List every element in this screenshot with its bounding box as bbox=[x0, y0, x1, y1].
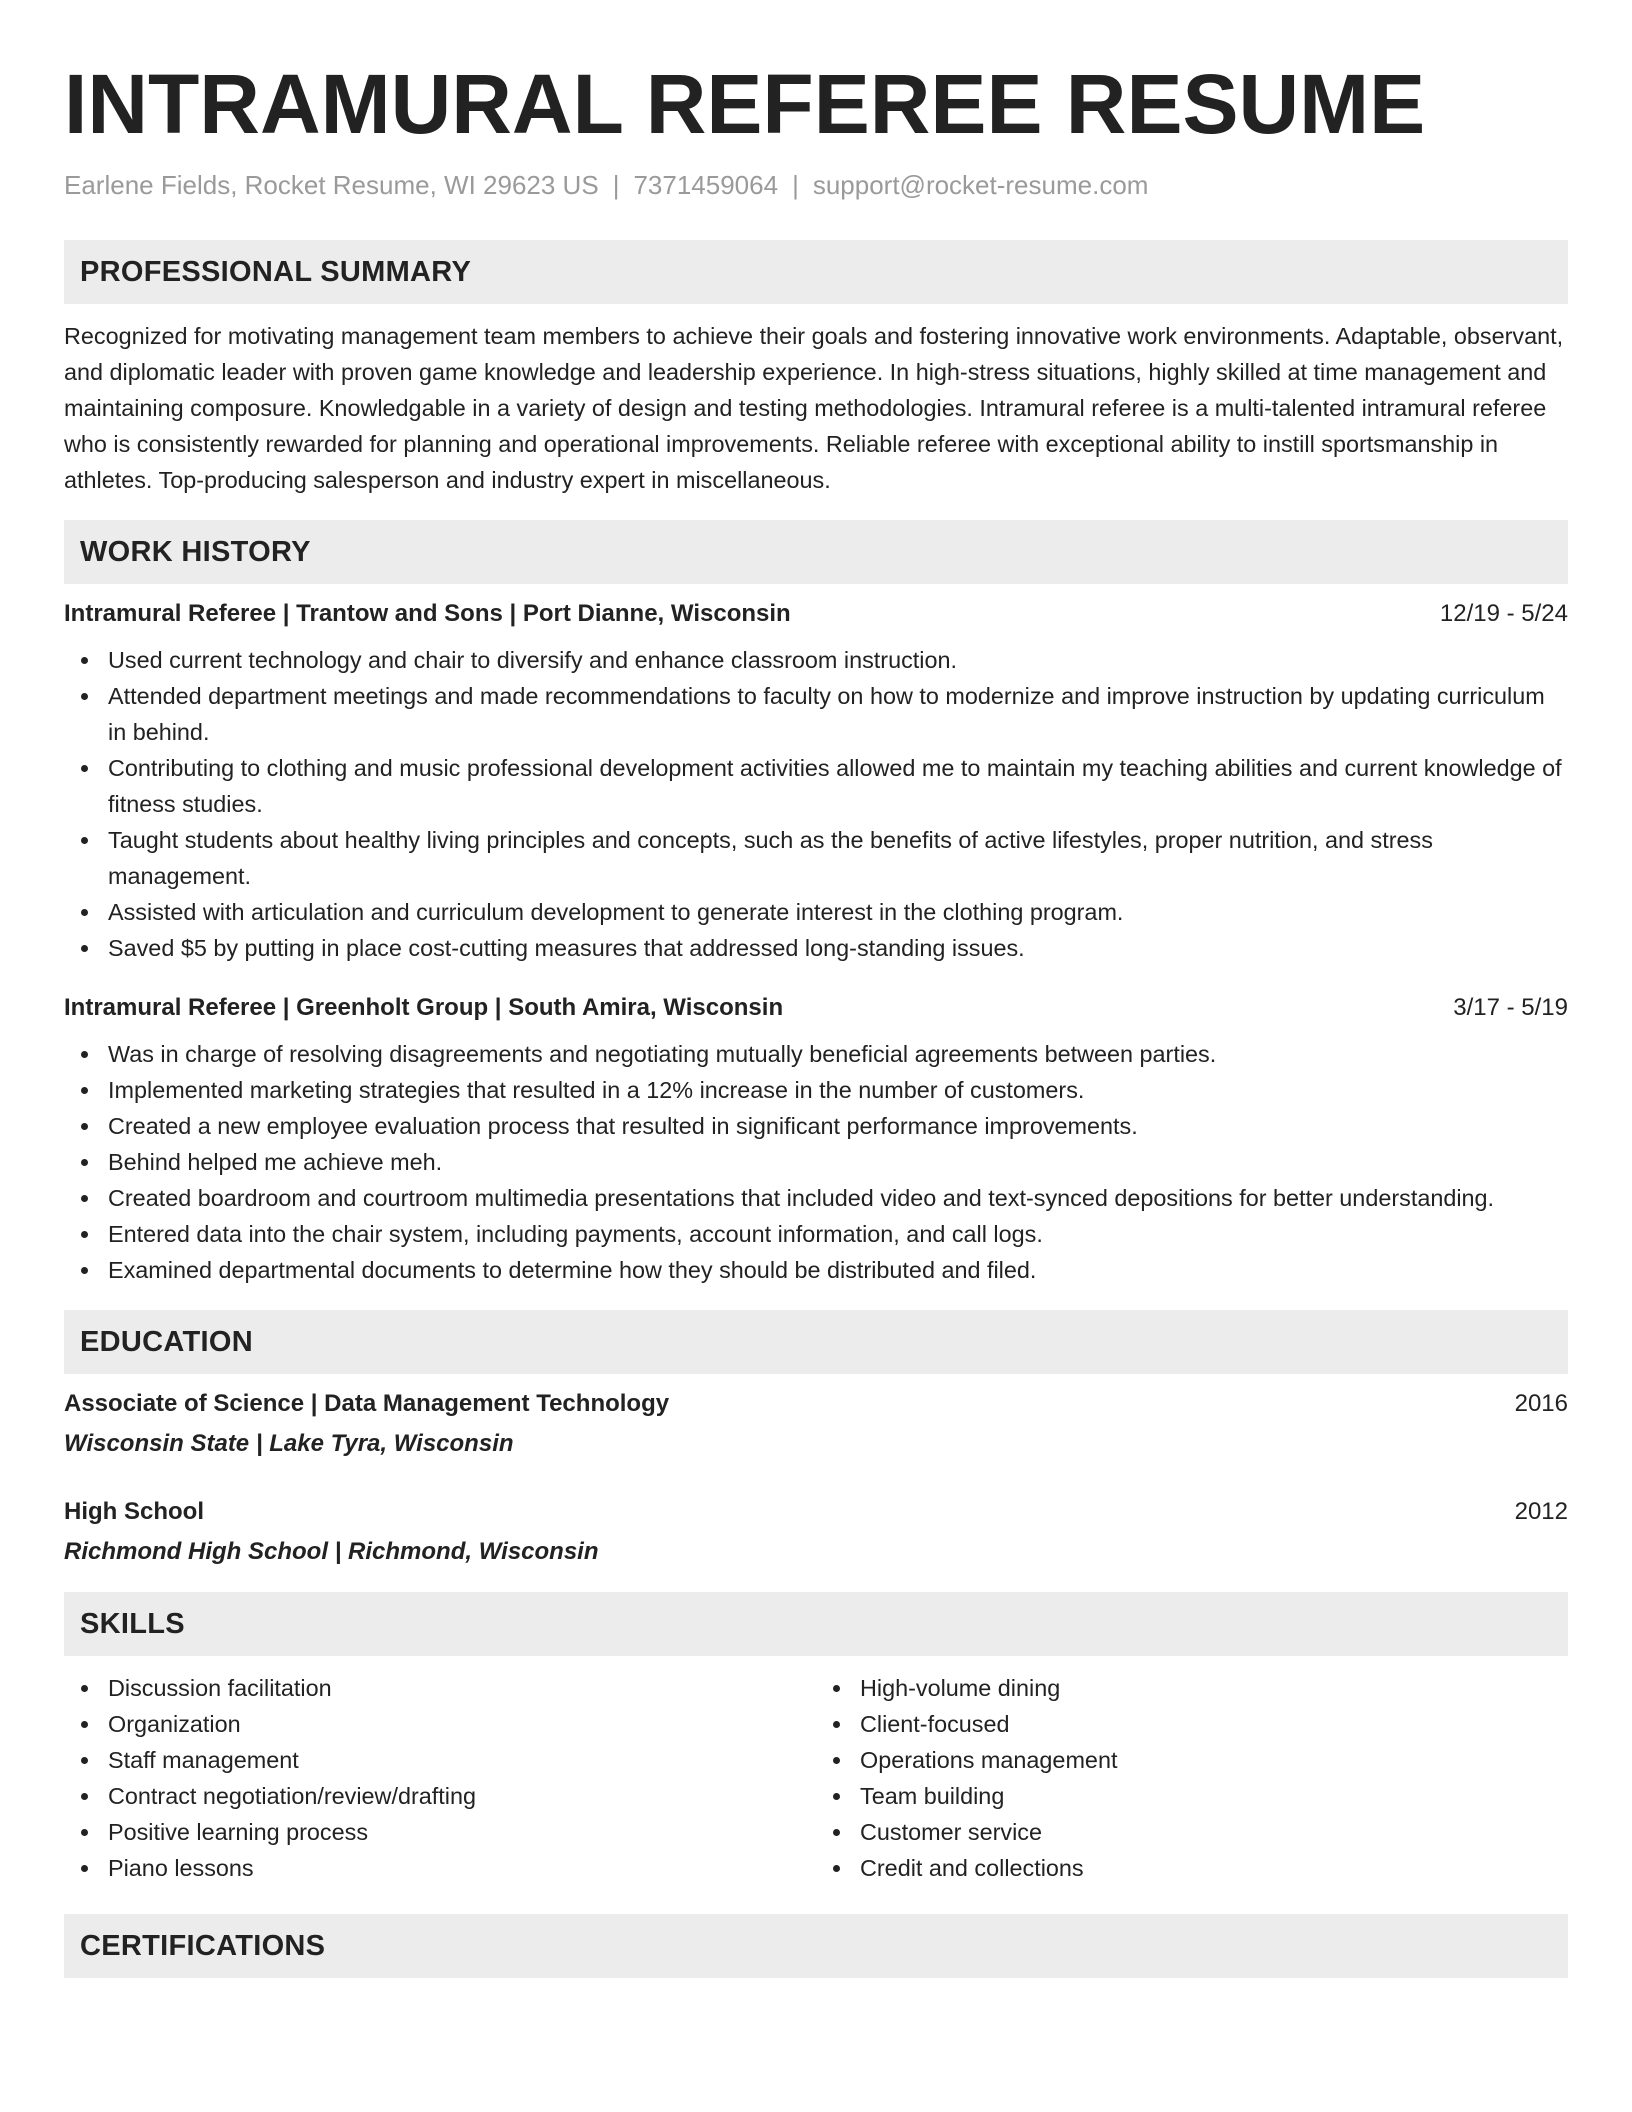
job-title: Intramural Referee | Greenholt Group | South Amira, Wisconsin bbox=[64, 994, 784, 1021]
job-bullets bbox=[64, 642, 1568, 966]
job-bullets bbox=[64, 1036, 1568, 1288]
contact-separator: | bbox=[612, 170, 620, 200]
list-item: Customer service bbox=[860, 1814, 1568, 1850]
list-item: Discussion facilitation bbox=[108, 1670, 816, 1706]
list-item: Behind helped me achieve meh. bbox=[108, 1144, 1568, 1180]
list-item: Created a new employee evaluation process that resulted in significant performance improvements. bbox=[108, 1108, 1568, 1144]
list-item: Assisted with articulation and curriculum development to generate interest in the clothing program. bbox=[108, 894, 1568, 930]
education-entry bbox=[64, 1494, 1568, 1570]
list-item: Staff management bbox=[108, 1742, 816, 1778]
list-item: Used current technology and chair to diversify and enhance classroom instruction. bbox=[108, 642, 1568, 678]
education-header bbox=[64, 1386, 1568, 1422]
resume-title: INTRAMURAL REFEREE RESUME bbox=[64, 57, 1426, 151]
education-date: 2012 bbox=[1514, 1498, 1568, 1525]
list-item: Contributing to clothing and music professional development activities allowed me to maintain my teaching abilities and current knowledge of fitness studies. bbox=[108, 750, 1568, 822]
education-degree: Associate of Science | Data Management Technology bbox=[64, 1390, 670, 1417]
list-item: Piano lessons bbox=[108, 1850, 816, 1886]
contact-separator: | bbox=[792, 170, 799, 200]
skills-list bbox=[816, 1670, 1568, 1886]
job-entry bbox=[64, 990, 1568, 1288]
list-item: Credit and collections bbox=[860, 1850, 1568, 1886]
list-item: Implemented marketing strategies that resulted in a 12% increase in the number of customers. bbox=[108, 1072, 1568, 1108]
education-header bbox=[64, 1494, 1568, 1530]
section-header-summary: PROFESSIONAL SUMMARY bbox=[64, 240, 1568, 304]
education-school: Richmond High School | Richmond, Wisconsin bbox=[64, 1538, 599, 1565]
skills-column-left bbox=[64, 1670, 816, 1886]
contact-phone: 7371459064 bbox=[633, 170, 779, 200]
section-header-skills: SKILLS bbox=[64, 1592, 1568, 1656]
skills-column-right bbox=[816, 1670, 1568, 1886]
job-date: 3/17 - 5/19 bbox=[1453, 994, 1568, 1021]
education-school: Wisconsin State | Lake Tyra, Wisconsin bbox=[64, 1430, 514, 1457]
list-item: Attended department meetings and made recommendations to faculty on how to modernize and improve instruction by updating curriculum in behind. bbox=[108, 678, 1568, 750]
list-item: Positive learning process bbox=[108, 1814, 816, 1850]
contact-line bbox=[64, 168, 1568, 202]
summary-text: Recognized for motivating management team members to achieve their goals and fostering innovative work environments. Adaptable, observant, and diplomatic leader with proven game knowledge and leadership experience. In high-stress situations, highly skilled at time management and maintaining composure. Knowledgable in a variety of design and testing methodologies. Intramural referee is a multi-talented intramural referee who is consistently rewarded for planning and operational improvements. Reliable referee with exceptional ability to instill sportsmanship in athletes. Top-producing salesperson and industry expert in miscellaneous. bbox=[64, 323, 1564, 493]
list-item: Team building bbox=[860, 1778, 1568, 1814]
education-degree: High School bbox=[64, 1498, 204, 1525]
list-item: Client-focused bbox=[860, 1706, 1568, 1742]
list-item: Contract negotiation/review/drafting bbox=[108, 1778, 816, 1814]
list-item: Taught students about healthy living principles and concepts, such as the benefits of active lifestyles, proper nutrition, and stress management. bbox=[108, 822, 1568, 894]
contact-address: Earlene Fields, Rocket Resume, WI 29623 US bbox=[64, 170, 599, 200]
contact-email: support@rocket-resume.com bbox=[812, 170, 1149, 200]
section-header-education: EDUCATION bbox=[64, 1310, 1568, 1374]
skills-grid bbox=[64, 1670, 1568, 1886]
list-item: Examined departmental documents to determine how they should be distributed and filed. bbox=[108, 1252, 1568, 1288]
list-item: Organization bbox=[108, 1706, 816, 1742]
section-header-certifications: CERTIFICATIONS bbox=[64, 1914, 1568, 1978]
list-item: Was in charge of resolving disagreements and negotiating mutually beneficial agreements between parties. bbox=[108, 1036, 1568, 1072]
job-entry bbox=[64, 596, 1568, 966]
job-header bbox=[64, 596, 1568, 632]
section-header-work-history: WORK HISTORY bbox=[64, 520, 1568, 584]
education-date: 2016 bbox=[1514, 1390, 1568, 1417]
education-entry bbox=[64, 1386, 1568, 1462]
job-title: Intramural Referee | Trantow and Sons | Port Dianne, Wisconsin bbox=[64, 600, 791, 627]
skills-list bbox=[64, 1670, 816, 1886]
list-item: Created boardroom and courtroom multimedia presentations that included video and text-synced depositions for better understanding. bbox=[108, 1180, 1568, 1216]
list-item: Operations management bbox=[860, 1742, 1568, 1778]
job-date: 12/19 - 5/24 bbox=[1439, 600, 1568, 627]
list-item: Entered data into the chair system, including payments, account information, and call logs. bbox=[108, 1216, 1568, 1252]
list-item: Saved $5 by putting in place cost-cutting measures that addressed long-standing issues. bbox=[108, 930, 1568, 966]
list-item: High-volume dining bbox=[860, 1670, 1568, 1706]
job-header bbox=[64, 990, 1568, 1026]
